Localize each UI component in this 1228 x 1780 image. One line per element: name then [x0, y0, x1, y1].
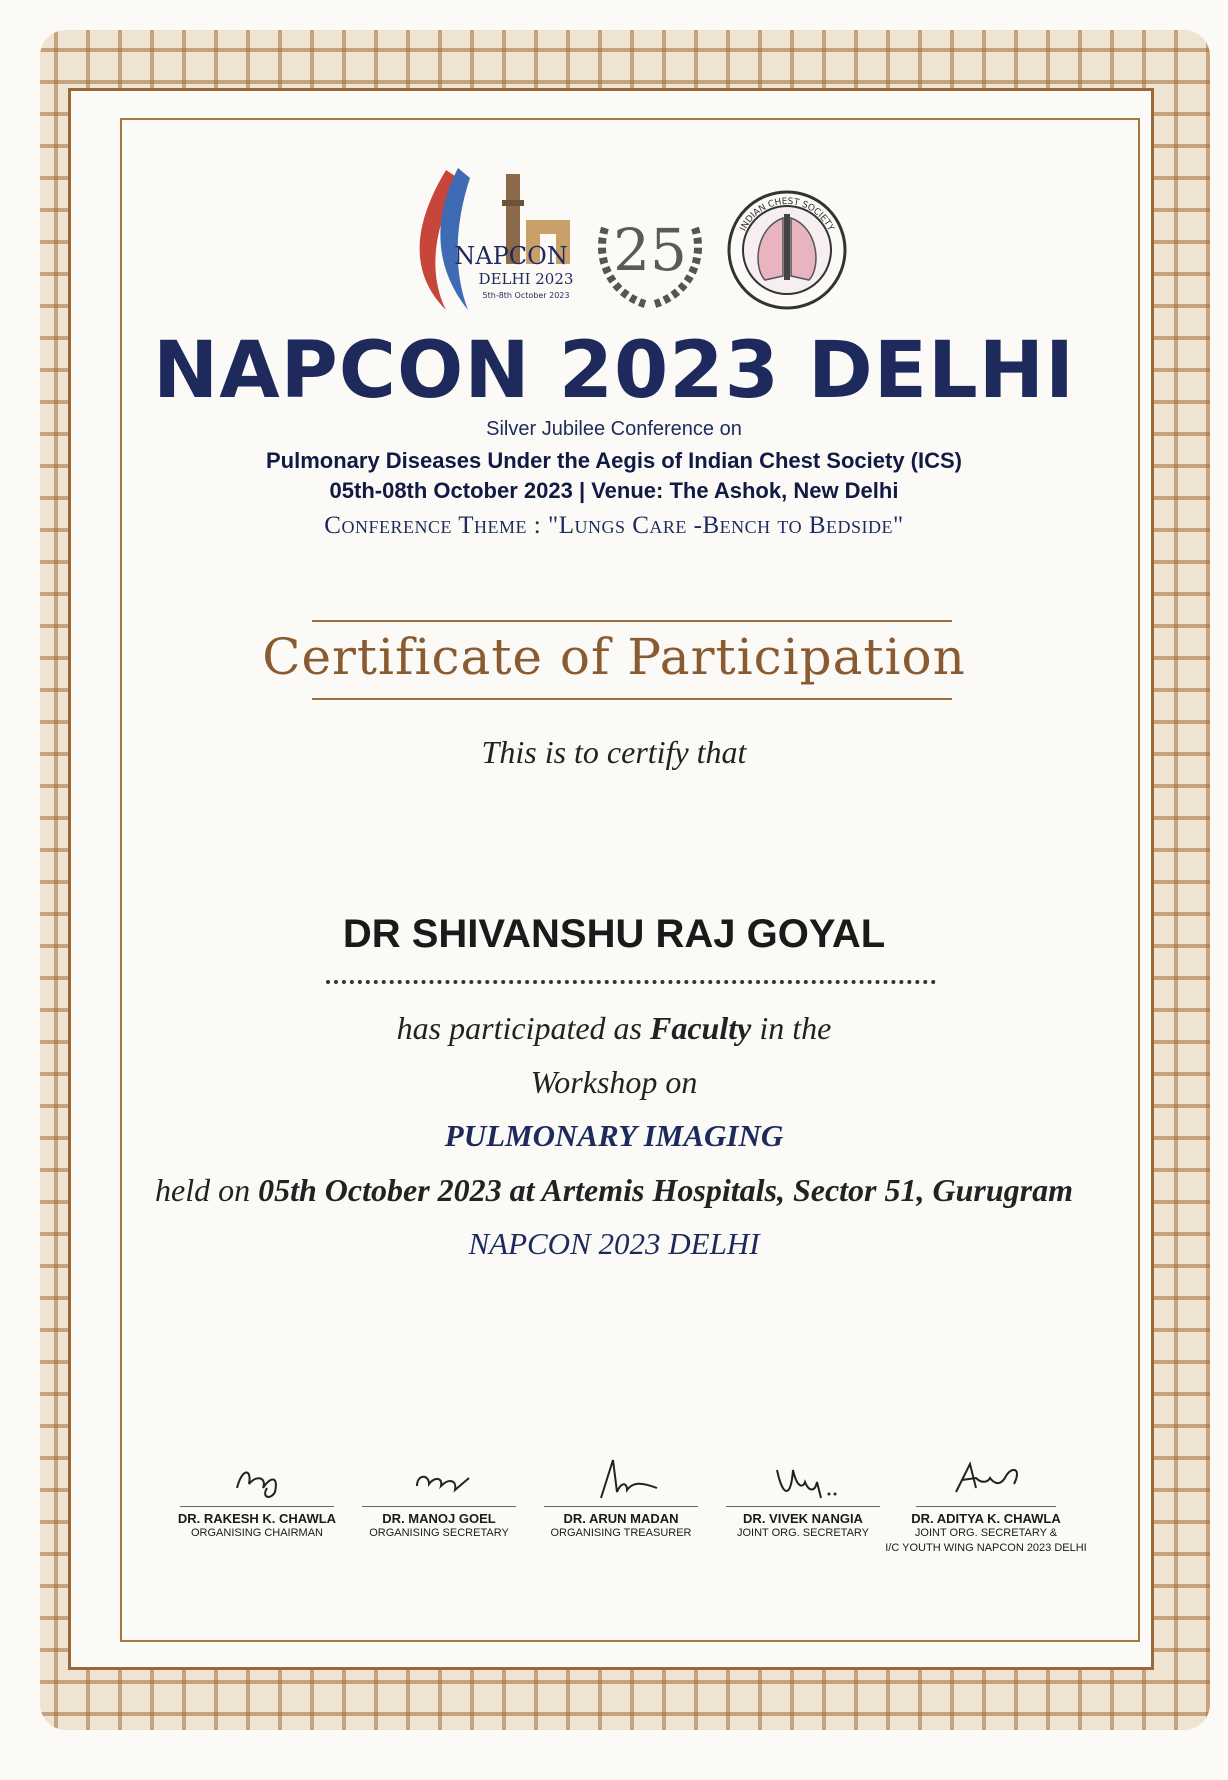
ics-logo — [725, 188, 849, 312]
signature-2-rule — [362, 1506, 516, 1507]
silver-jubilee-logo — [585, 198, 715, 310]
signatory-1 — [172, 1448, 342, 1541]
signature-2-graphic — [379, 1448, 499, 1504]
dates-venue-line: 05th-08th October 2023 | Venue: The Ashok, New Delhi — [329, 478, 899, 503]
held-prefix: held on — [155, 1172, 251, 1208]
jubilee-number: 25 — [613, 216, 687, 284]
held-details: 05th October 2023 at Artemis Hospitals, Sector 51, Gurugram — [258, 1172, 1073, 1208]
name-dotted-line — [326, 980, 936, 984]
signature-1-graphic — [197, 1448, 317, 1504]
recipient-name: DR SHIVANSHU RAJ GOYAL — [342, 912, 886, 956]
napcon-logo-dates: 5th-8th October 2023 — [482, 291, 570, 300]
signatory-2-name: DR. MANOJ GOEL — [382, 1511, 496, 1526]
signatory-3-name: DR. ARUN MADAN — [563, 1511, 679, 1526]
workshop-label: Workshop on — [530, 1064, 698, 1100]
conference-theme: Conference Theme : "Lungs Care -Bench to Bedside" — [324, 512, 904, 539]
aegis-line: Pulmonary Diseases Under the Aegis of Indian Chest Society (ICS) — [265, 448, 963, 473]
signatory-5-role: JOINT ORG. SECRETARY & — [914, 1527, 1058, 1539]
signatory-2-role: ORGANISING SECRETARY — [369, 1527, 509, 1539]
certify-text: This is to certify that — [481, 734, 747, 770]
napcon-logo-text: NAPCON — [454, 242, 568, 270]
certificate-title: Certificate of Participation — [262, 628, 966, 686]
certificate-title-rule-bottom — [312, 698, 952, 700]
event-title: NAPCON 2023 DELHI — [152, 326, 1076, 416]
signatory-3 — [536, 1448, 706, 1541]
signatory-5-role-2: I/C YOUTH WING NAPCON 2023 DELHI — [885, 1542, 1087, 1554]
conference-subtitle: Silver Jubilee Conference on — [486, 418, 742, 440]
signature-4-graphic — [743, 1448, 863, 1504]
signatory-1-name: DR. RAKESH K. CHAWLA — [177, 1511, 337, 1526]
signatory-1-role: ORGANISING CHAIRMAN — [190, 1527, 323, 1539]
event-name-footer: NAPCON 2023 DELHI — [468, 1226, 760, 1261]
signature-3-rule — [544, 1506, 698, 1507]
signatory-5-name: DR. ADITYA K. CHAWLA — [911, 1511, 1061, 1526]
signatory-3-role: ORGANISING TREASURER — [550, 1527, 692, 1539]
logo-row — [0, 160, 1228, 320]
signatory-4-role: JOINT ORG. SECRETARY — [736, 1527, 870, 1539]
signatory-4 — [718, 1448, 888, 1541]
participation-line — [0, 1010, 1228, 1047]
signatory-2 — [354, 1448, 524, 1541]
signature-5-rule — [916, 1506, 1056, 1507]
held-line — [0, 1172, 1228, 1209]
participation-prefix: has participated as — [396, 1010, 642, 1046]
signature-4-rule — [726, 1506, 880, 1507]
participation-role: Faculty — [650, 1010, 752, 1046]
signature-5-graphic — [926, 1448, 1046, 1504]
workshop-name: PULMONARY IMAGING — [444, 1118, 784, 1153]
signatory-4-name: DR. VIVEK NANGIA — [743, 1511, 863, 1526]
certificate-title-rule-top — [312, 620, 952, 622]
signatory-5 — [876, 1448, 1096, 1556]
napcon-logo — [406, 160, 574, 320]
napcon-logo-city: DELHI 2023 — [478, 270, 574, 288]
signature-3-graphic — [561, 1448, 681, 1504]
participation-suffix: in the — [759, 1010, 832, 1046]
signature-1-rule — [180, 1506, 334, 1507]
ics-logo-text: INDIAN CHEST SOCIETY — [738, 196, 836, 233]
